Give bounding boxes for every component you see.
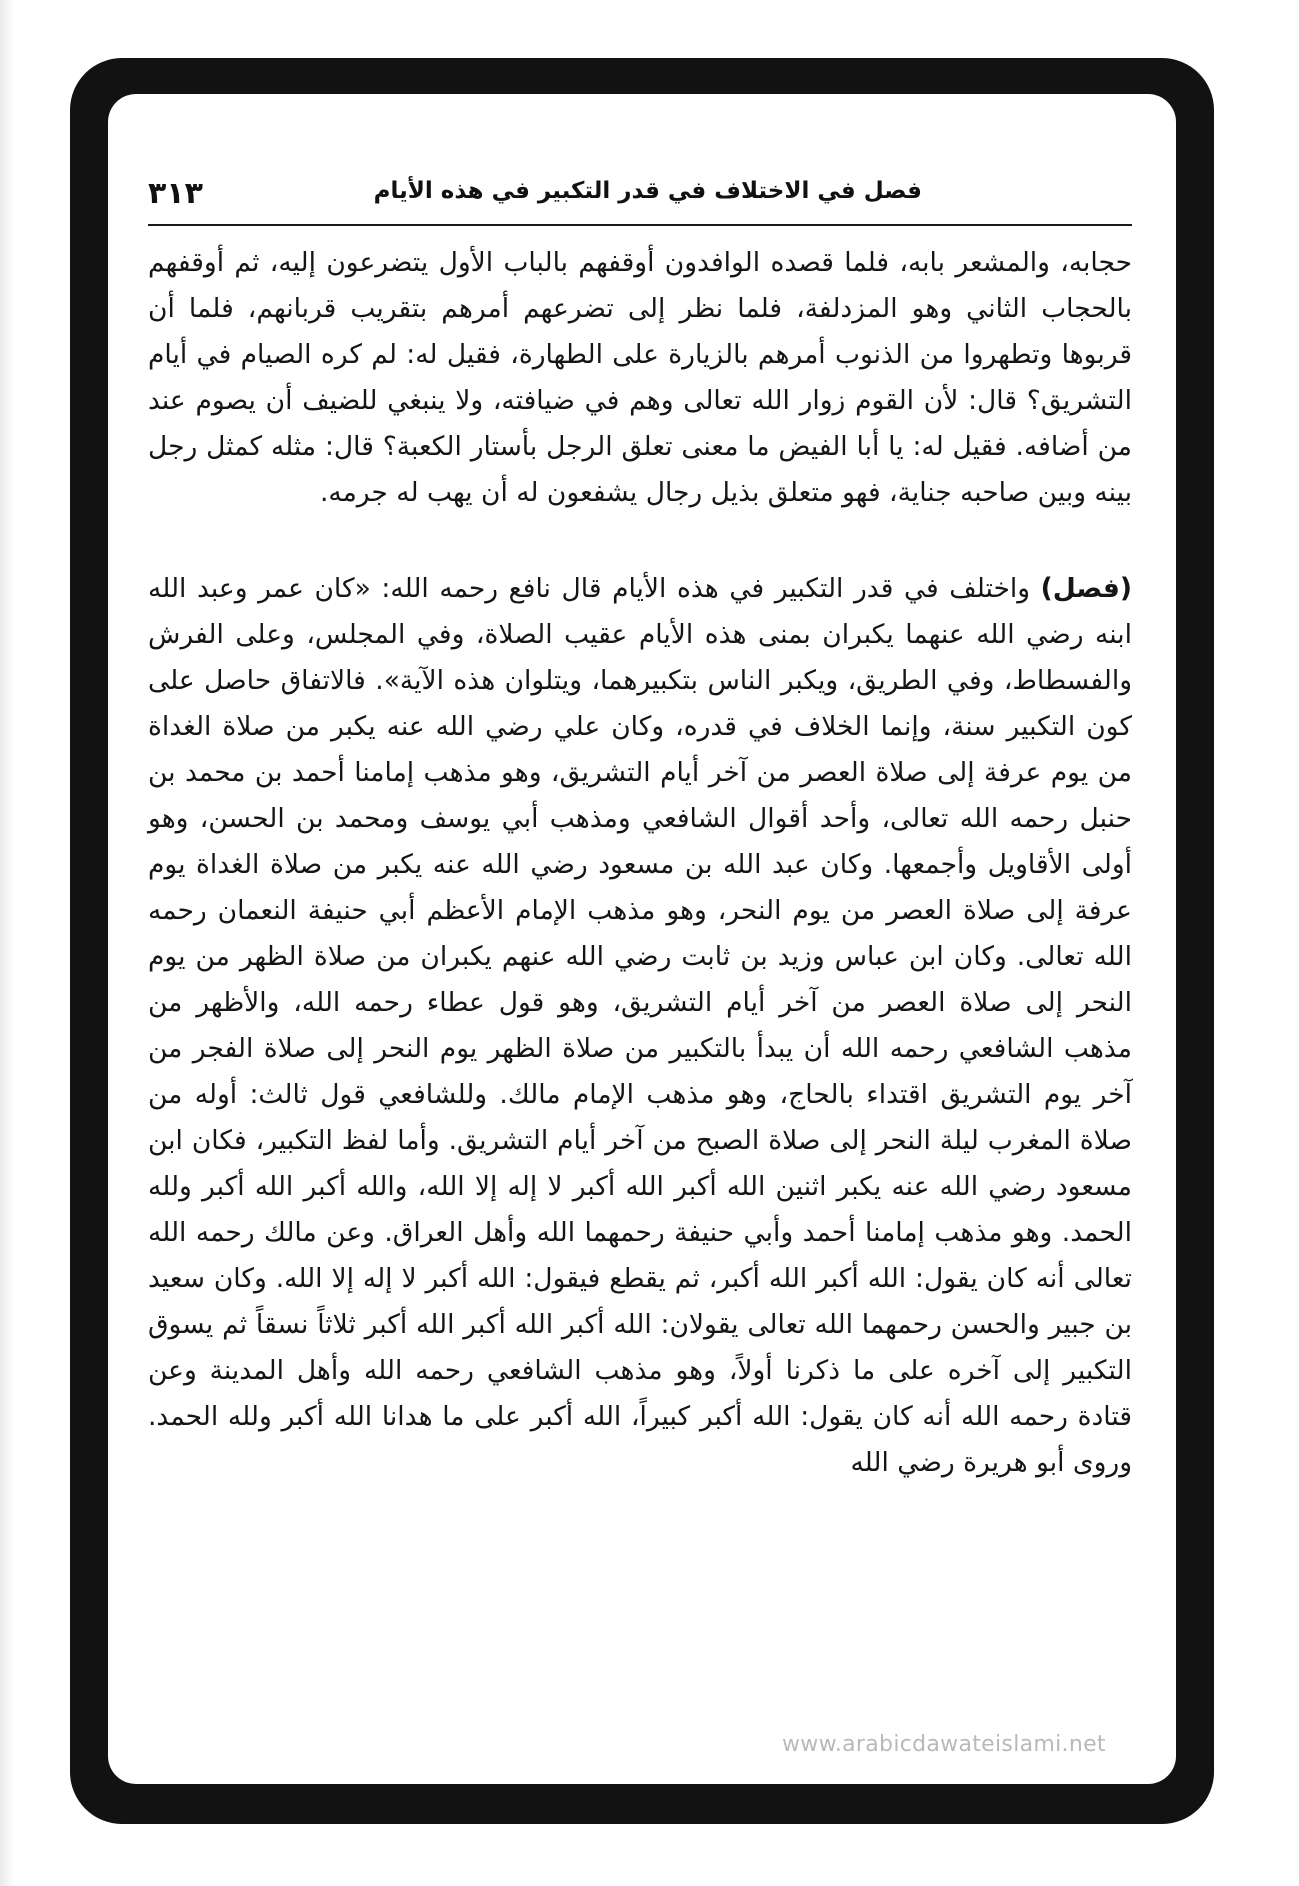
page-header	[148, 176, 1132, 216]
page-area	[108, 94, 1176, 1784]
paragraph-text: حجابه، والمشعر بابه، فلما قصده الوافدون أوقفهم بالباب الأول يتضرعون إليه، ثم أوقفهم بالحجاب الثاني وهو المزدلفة، فلما نظر إلى تضرعهم أمرهم بتقريب قربانهم، فلما أن قربوها وتطهروا من الذنوب أمرهم بالزيارة على الطهارة، فقيل له: لم كره الصيام في أيام التشريق؟ قال: لأن القوم زوار الله تعالى وهم في ضيافته، ولا ينبغي للضيف أن يصوم عند من أضافه. فقيل له: يا أبا الفيض ما معنى تعلق الرجل بأستار الكعبة؟ قال: مثله كمثل رجل بينه وبين صاحبه جناية، فهو متعلق بذيل رجال يشفعون له أن يهب له جرمه.	[148, 247, 1132, 508]
paragraph-continuation	[148, 240, 1132, 516]
page-number: ٣١٣	[148, 176, 203, 211]
header-divider	[148, 224, 1132, 226]
running-title: فصل في الاختلاف في قدر التكبير في هذه الأيام	[373, 178, 922, 204]
paragraph-body	[148, 566, 1132, 1486]
watermark-url: www.arabicdawateislami.net	[782, 1732, 1106, 1757]
section-label: (فصل)	[1040, 573, 1132, 604]
section-paragraph	[148, 566, 1132, 1486]
paragraph-text: واختلف في قدر التكبير في هذه الأيام قال نافع رحمه الله: «كان عمر وعبد الله ابنه رضي الله عنهما يكبران بمنى هذه الأيام عقيب الصلاة، وفي المجلس، وعلى الفرش والفسطاط، وفي الطريق، ويكبر الناس بتكبيرهما، ويتلوان هذه الآية». فالاتفاق حاصل على كون التكبير سنة، وإنما الخلاف في قدره، وكان علي رضي الله عنه يكبر من صلاة الغداة من يوم عرفة إلى صلاة العصر من آخر أيام التشريق، وهو مذهب إمامنا أحمد بن محمد بن حنبل رحمه الله تعالى، وأحد أقوال الشافعي ومذهب أبي يوسف ومحمد بن الحسن، وهو أولى الأقاويل وأجمعها. وكان عبد الله بن مسعود رضي الله عنه يكبر من صلاة الغداة يوم عرفة إلى صلاة العصر من يوم النحر، وهو مذهب الإمام الأعظم أبي حنيفة النعمان رحمه الله تعالى. وكان ابن عباس وزيد بن ثابت رضي الله عنهم يكبران من صلاة الظهر من يوم النحر إلى صلاة العصر من آخر أيام التشريق، وهو قول عطاء رحمه الله، والأظهر من مذهب الشافعي رحمه الله أن يبدأ بالتكبير من صلاة الظهر يوم النحر إلى صلاة الفجر من آخر يوم التشريق اقتداء بالحاج، وهو مذهب الإمام مالك. وللشافعي قول ثالث: أوله من صلاة المغرب ليلة النحر إلى صلاة الصبح من آخر أيام التشريق. وأما لفظ التكبير، فكان ابن مسعود رضي الله عنه يكبر اثنين الله أكبر الله أكبر لا إله إلا الله، والله أكبر الله أكبر ولله الحمد. وهو مذهب إمامنا أحمد وأبي حنيفة رحمهما الله وأهل العراق. وعن مالك رحمه الله تعالى أنه كان يقول: الله أكبر الله أكبر، ثم يقطع فيقول: الله أكبر لا إله إلا الله. وكان سعيد بن جبير والحسن رحمهما الله تعالى يقولان: الله أكبر الله أكبر الله أكبر ثلاثاً نسقاً ثم يسوق التكبير إلى آخره على ما ذكرنا أولاً، وهو مذهب الشافعي رحمه الله وأهل المدينة وعن قتادة رحمه الله أنه كان يقول: الله أكبر كبيراً، الله أكبر على ما هدانا الله أكبر ولله الحمد. وروى أبو هريرة رضي الله	[148, 573, 1132, 1478]
